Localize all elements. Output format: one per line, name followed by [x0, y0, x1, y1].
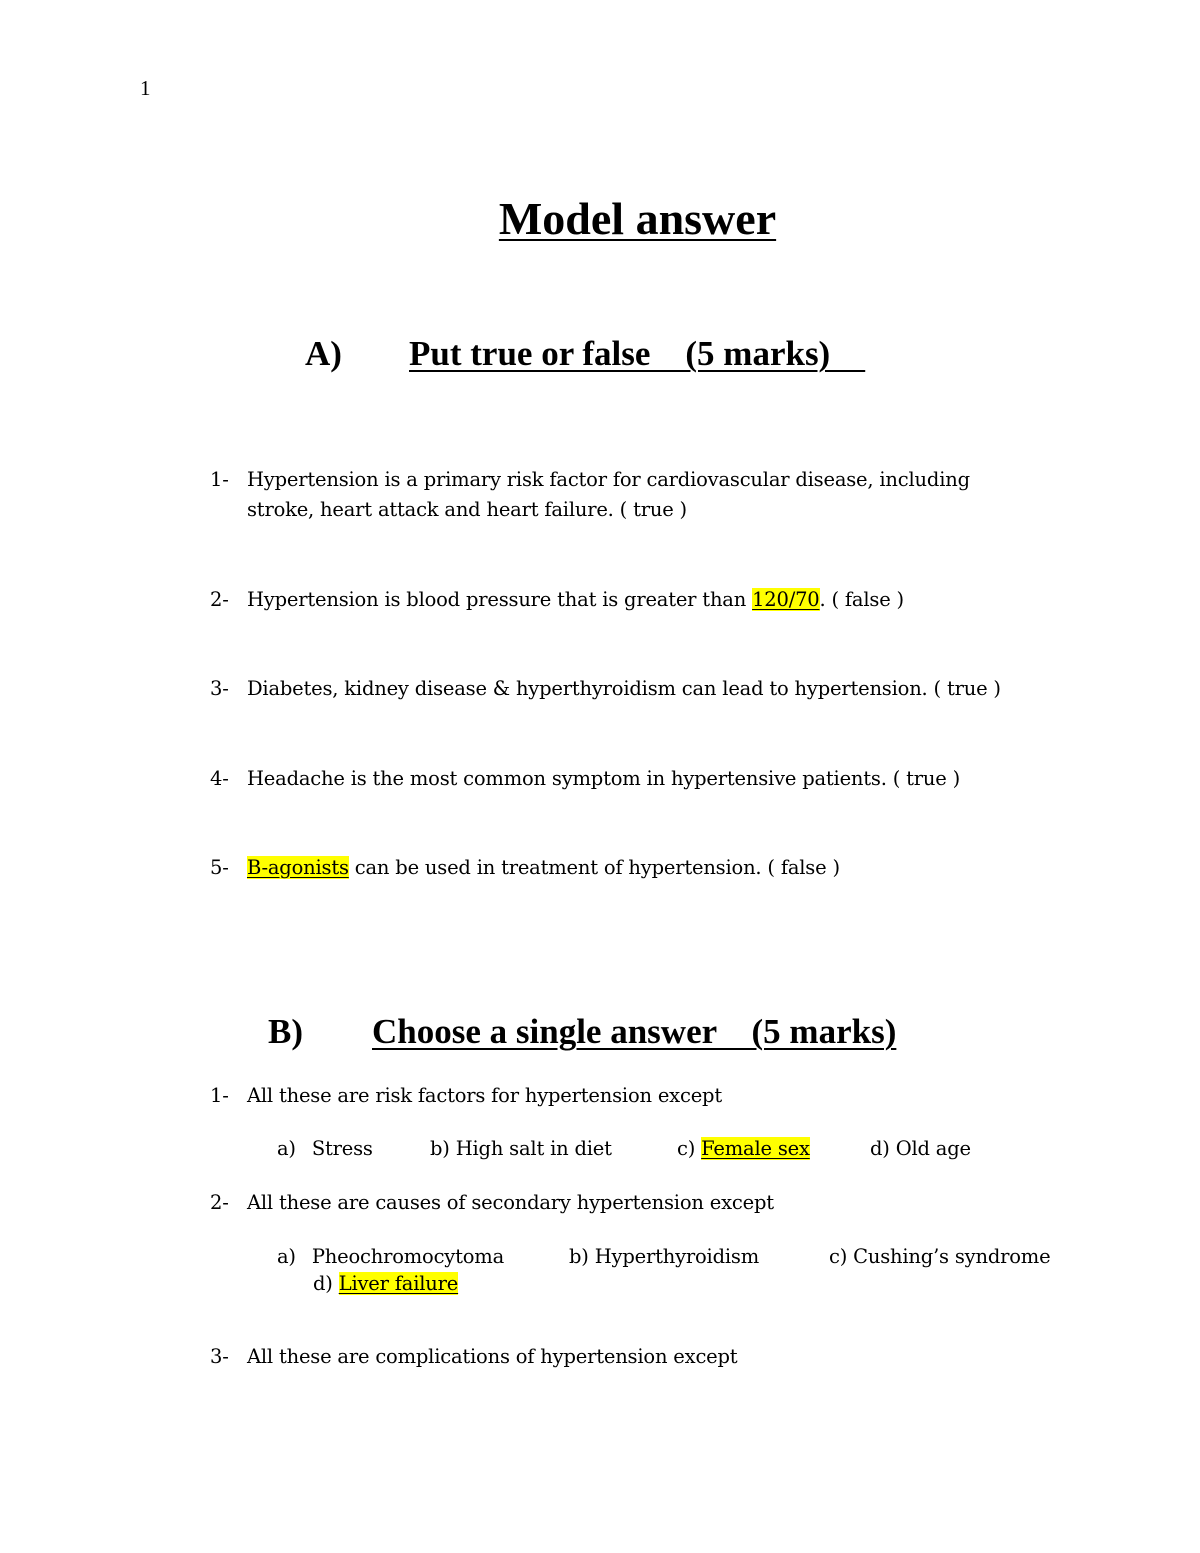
tf-item-line2: stroke, heart attack and heart failure. ( true )	[247, 498, 687, 521]
option-text: Stress	[311, 1137, 373, 1160]
option-text: Old age	[895, 1137, 971, 1160]
tf-item-number: 3-	[210, 677, 229, 700]
page-number: 1	[140, 76, 151, 100]
mcq-question-3	[210, 1342, 1030, 1374]
tf-item-5	[210, 853, 1030, 885]
option-text: High salt in diet	[455, 1137, 612, 1160]
mcq-text: All these are complications of hypertension except	[247, 1345, 738, 1368]
option-label: a)	[277, 1137, 296, 1160]
option-label: d)	[870, 1137, 890, 1160]
tf-item-4	[210, 764, 1030, 796]
mcq-number: 3-	[210, 1345, 229, 1368]
option-text: Cushing’s syndrome	[853, 1245, 1051, 1268]
tf-item-number: 2-	[210, 588, 229, 611]
option-text: Pheochromocytoma	[311, 1245, 505, 1268]
mcq-number: 2-	[210, 1191, 229, 1214]
option-text: Hyperthyroidism	[594, 1245, 759, 1268]
tf-item-text: Headache is the most common symptom in hypertensive patients. ( true )	[247, 767, 960, 790]
tf-item-post: can be used in treatment of hypertension. ( false )	[348, 856, 840, 879]
mcq-1-option-b	[430, 1134, 612, 1164]
tf-item-1	[210, 465, 1030, 527]
highlighted-answer: Female sex	[701, 1137, 810, 1160]
option-label: a)	[277, 1245, 296, 1268]
mcq-2-option-a	[277, 1242, 504, 1272]
mcq-1-option-c	[677, 1134, 810, 1164]
page-title-text: Model answer	[498, 193, 777, 244]
tf-item-2	[210, 585, 1030, 617]
section-a-title: Put true or false (5 marks)	[409, 334, 866, 373]
mcq-question-1	[210, 1081, 1030, 1113]
section-b-letter: B)	[268, 1012, 303, 1051]
tf-item-text	[247, 585, 904, 615]
tf-item-text: Diabetes, kidney disease & hyperthyroidism can lead to hypertension. ( true )	[247, 677, 1001, 700]
mcq-1-option-a	[277, 1134, 373, 1164]
tf-item-number: 4-	[210, 767, 229, 790]
mcq-number: 1-	[210, 1084, 229, 1107]
mcq-2-option-c	[829, 1242, 1050, 1272]
mcq-2-option-d	[313, 1269, 458, 1299]
highlighted-answer: 120/70	[752, 588, 820, 611]
option-label: d)	[313, 1272, 333, 1295]
tf-item-number: 5-	[210, 856, 229, 879]
mcq-text: All these are risk factors for hypertension except	[247, 1084, 722, 1107]
section-a-heading	[305, 334, 945, 378]
option-label: c)	[829, 1245, 848, 1268]
section-b-heading	[268, 1012, 988, 1056]
tf-item-text	[247, 853, 840, 883]
section-b-title: Choose a single answer (5 marks)	[372, 1012, 897, 1051]
mcq-1-option-d	[870, 1134, 971, 1164]
tf-item-3	[210, 674, 1030, 706]
mcq-text: All these are causes of secondary hypertension except	[247, 1191, 774, 1214]
option-label: c)	[677, 1137, 696, 1160]
tf-item-line1: Hypertension is a primary risk factor for cardiovascular disease, including	[247, 468, 970, 491]
tf-item-pre: Hypertension is blood pressure that is greater than	[247, 588, 753, 611]
tf-item-post: . ( false )	[819, 588, 904, 611]
page-title	[0, 192, 1200, 245]
highlighted-answer: Liver failure	[338, 1272, 459, 1295]
mcq-2-option-b	[569, 1242, 759, 1272]
highlighted-answer: B-agonists	[247, 856, 349, 879]
mcq-question-2	[210, 1188, 1030, 1220]
option-label: b)	[430, 1137, 450, 1160]
tf-item-text	[247, 465, 970, 525]
tf-item-number: 1-	[210, 468, 229, 491]
option-label: b)	[569, 1245, 589, 1268]
section-a-letter: A)	[305, 334, 342, 373]
